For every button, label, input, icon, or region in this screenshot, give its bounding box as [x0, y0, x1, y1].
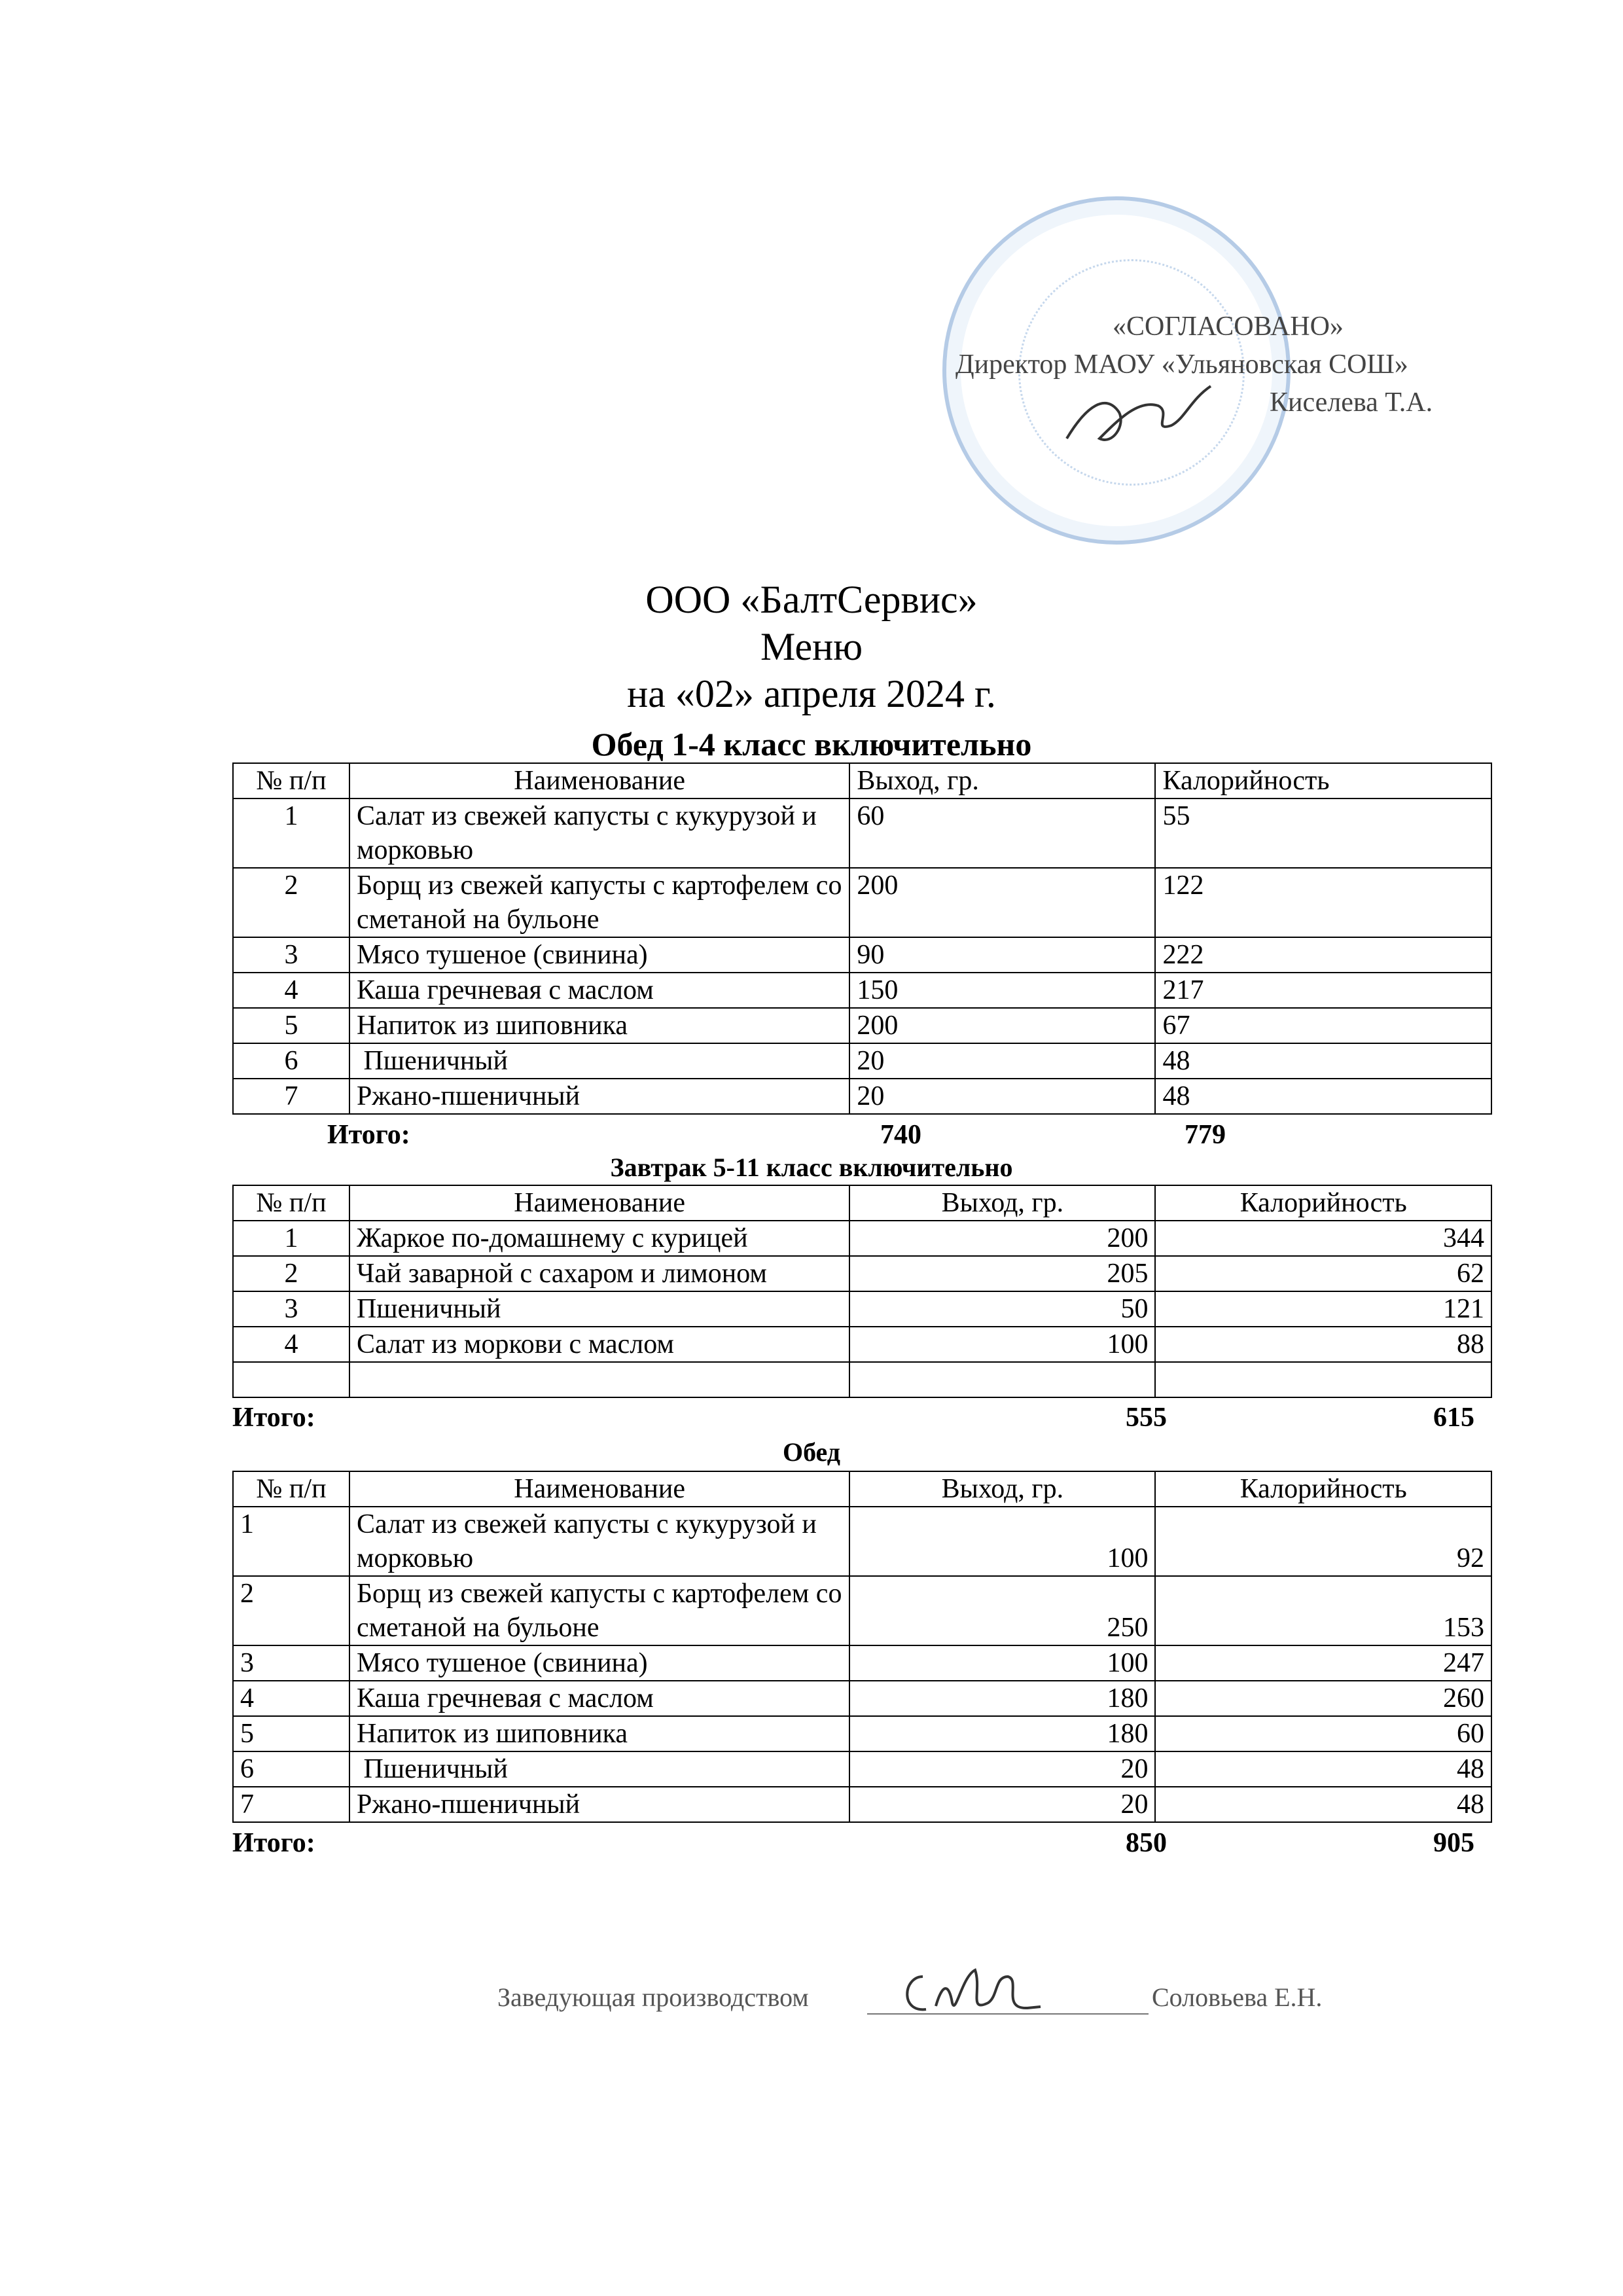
signature-footer	[497, 1977, 1414, 2029]
total-calories: 779	[1185, 1120, 1226, 1150]
row-number: 7	[233, 1787, 349, 1822]
table-row	[233, 1043, 1491, 1079]
dish-output: 60	[849, 798, 1155, 868]
row-number: 2	[233, 1576, 349, 1645]
column-header-output: Выход, гр.	[849, 1471, 1155, 1507]
dish-output: 20	[849, 1751, 1155, 1787]
table-row	[233, 1787, 1491, 1822]
section-title-breakfast-5-11: Завтрак 5-11 класс включительно	[610, 1153, 1013, 1182]
director-signature	[1060, 367, 1217, 458]
dish-calories: 48	[1155, 1043, 1491, 1079]
column-header-calories: Калорийность	[1155, 1185, 1491, 1221]
menu-table-lunch-1-4	[232, 762, 1492, 1115]
total-label: Итого:	[327, 1120, 410, 1150]
production-manager-name: Соловьева Е.Н.	[1152, 1982, 1323, 2012]
row-number: 4	[233, 1327, 349, 1362]
dish-name: Салат из свежей капусты с кукурузой и морковью	[349, 1507, 849, 1576]
dish-calories: 48	[1155, 1079, 1491, 1114]
dish-name: Каша гречневая с маслом	[349, 1681, 849, 1716]
dish-name: Пшеничный	[349, 1291, 849, 1327]
dish-output: 250	[849, 1576, 1155, 1645]
column-header-number: № п/п	[233, 1471, 349, 1507]
section-title-lunch-1-4: Обед 1-4 класс включительно	[591, 726, 1032, 762]
dish-calories: 62	[1155, 1256, 1491, 1291]
company-name: ООО «БалтСервис»	[645, 578, 978, 621]
column-header-name: Наименование	[349, 1185, 849, 1221]
dish-name: Пшеничный	[349, 1043, 849, 1079]
approval-director-name: Киселева Т.А.	[1270, 387, 1433, 418]
table-row	[233, 1221, 1491, 1256]
dish-calories: 55	[1155, 798, 1491, 868]
row-number: 6	[233, 1751, 349, 1787]
dish-calories: 67	[1155, 1008, 1491, 1043]
row-number: 3	[233, 1645, 349, 1681]
table-row	[233, 868, 1491, 937]
table-row	[233, 1256, 1491, 1291]
dish-name: Жаркое по-домашнему с курицей	[349, 1221, 849, 1256]
table-row	[233, 973, 1491, 1008]
row-number: 4	[233, 973, 349, 1008]
dish-name: Напиток из шиповника	[349, 1008, 849, 1043]
document-title: Меню	[760, 625, 863, 668]
dish-name: Борщ из свежей капусты с картофелем со сметаной на бульоне	[349, 1576, 849, 1645]
dish-output: 200	[849, 868, 1155, 937]
row-number: 7	[233, 1079, 349, 1114]
table-row-empty	[233, 1362, 1491, 1397]
row-number: 1	[233, 798, 349, 868]
dish-name: Ржано-пшеничный	[349, 1787, 849, 1822]
dish-calories: 88	[1155, 1327, 1491, 1362]
row-number: 1	[233, 1221, 349, 1256]
column-header-name: Наименование	[349, 763, 849, 798]
empty-cell	[349, 1362, 849, 1397]
column-header-name: Наименование	[349, 1471, 849, 1507]
dish-name: Напиток из шиповника	[349, 1716, 849, 1751]
row-number: 6	[233, 1043, 349, 1079]
table-row	[233, 1716, 1491, 1751]
dish-output: 20	[849, 1079, 1155, 1114]
dish-output: 50	[849, 1291, 1155, 1327]
dish-calories: 122	[1155, 868, 1491, 937]
dish-name: Борщ из свежей капусты с картофелем со сметаной на бульоне	[349, 868, 849, 937]
dish-calories: 344	[1155, 1221, 1491, 1256]
table-row	[233, 1327, 1491, 1362]
approval-block	[929, 308, 1584, 422]
total-calories: 615	[1433, 1403, 1474, 1433]
table-row	[233, 1079, 1491, 1114]
row-number: 3	[233, 937, 349, 973]
row-number: 3	[233, 1291, 349, 1327]
row-number: 2	[233, 1256, 349, 1291]
row-number: 2	[233, 868, 349, 937]
table-row	[233, 1645, 1491, 1681]
production-manager-title: Заведующая производством	[497, 1982, 809, 2012]
dish-output: 20	[849, 1787, 1155, 1822]
dish-name: Мясо тушеное (свинина)	[349, 1645, 849, 1681]
dish-calories: 247	[1155, 1645, 1491, 1681]
dish-calories: 48	[1155, 1751, 1491, 1787]
table-row	[233, 1291, 1491, 1327]
empty-cell	[1155, 1362, 1491, 1397]
total-output: 740	[880, 1120, 921, 1150]
document-header	[0, 576, 1623, 717]
table-row	[233, 1576, 1491, 1645]
total-output: 850	[1126, 1828, 1167, 1858]
dish-calories: 60	[1155, 1716, 1491, 1751]
table-row	[233, 798, 1491, 868]
dish-name: Каша гречневая с маслом	[349, 973, 849, 1008]
column-header-calories: Калорийность	[1155, 1471, 1491, 1507]
section-title-lunch: Обед	[782, 1437, 841, 1467]
column-header-number: № п/п	[233, 1185, 349, 1221]
column-header-number: № п/п	[233, 763, 349, 798]
dish-output: 150	[849, 973, 1155, 1008]
total-output: 555	[1126, 1403, 1167, 1433]
dish-output: 100	[849, 1327, 1155, 1362]
document-date: на «02» апреля 2024 г.	[627, 672, 996, 715]
dish-output: 20	[849, 1043, 1155, 1079]
column-header-output: Выход, гр.	[849, 763, 1155, 798]
dish-calories: 222	[1155, 937, 1491, 973]
column-header-calories: Калорийность	[1155, 763, 1491, 798]
dish-calories: 121	[1155, 1291, 1491, 1327]
dish-name: Ржано-пшеничный	[349, 1079, 849, 1114]
dish-name: Пшеничный	[349, 1751, 849, 1787]
row-number: 4	[233, 1681, 349, 1716]
dish-name: Мясо тушеное (свинина)	[349, 937, 849, 973]
row-number: 5	[233, 1008, 349, 1043]
dish-calories: 153	[1155, 1576, 1491, 1645]
dish-output: 100	[849, 1507, 1155, 1576]
approval-heading: «СОГЛАСОВАНО»	[1113, 312, 1344, 342]
empty-cell	[233, 1362, 349, 1397]
total-calories: 905	[1433, 1828, 1474, 1858]
dish-name: Чай заварной с сахаром и лимоном	[349, 1256, 849, 1291]
dish-name: Салат из свежей капусты с кукурузой и морковью	[349, 798, 849, 868]
column-header-output: Выход, гр.	[849, 1185, 1155, 1221]
dish-output: 90	[849, 937, 1155, 973]
dish-calories: 217	[1155, 973, 1491, 1008]
dish-name: Салат из моркови с маслом	[349, 1327, 849, 1362]
table-header-row	[233, 1471, 1491, 1507]
table-row	[233, 1507, 1491, 1576]
approval-director-title: Директор МАОУ «Ульяновская СОШ»	[955, 350, 1408, 380]
dish-output: 180	[849, 1716, 1155, 1751]
dish-calories: 92	[1155, 1507, 1491, 1576]
manager-signature	[897, 1950, 1047, 2029]
dish-calories: 48	[1155, 1787, 1491, 1822]
empty-cell	[849, 1362, 1155, 1397]
table-row	[233, 1008, 1491, 1043]
dish-output: 200	[849, 1008, 1155, 1043]
table-row	[233, 1681, 1491, 1716]
dish-output: 200	[849, 1221, 1155, 1256]
total-label: Итого:	[232, 1828, 315, 1858]
dish-output: 100	[849, 1645, 1155, 1681]
row-number: 1	[233, 1507, 349, 1576]
total-label: Итого:	[232, 1403, 315, 1433]
table-header-row	[233, 1185, 1491, 1221]
dish-output: 205	[849, 1256, 1155, 1291]
table-row	[233, 937, 1491, 973]
dish-calories: 260	[1155, 1681, 1491, 1716]
menu-table-breakfast-5-11	[232, 1185, 1492, 1398]
approval-stamp-area	[929, 196, 1584, 563]
table-row	[233, 1751, 1491, 1787]
dish-output: 180	[849, 1681, 1155, 1716]
table-header-row	[233, 763, 1491, 798]
row-number: 5	[233, 1716, 349, 1751]
menu-table-lunch	[232, 1471, 1492, 1823]
